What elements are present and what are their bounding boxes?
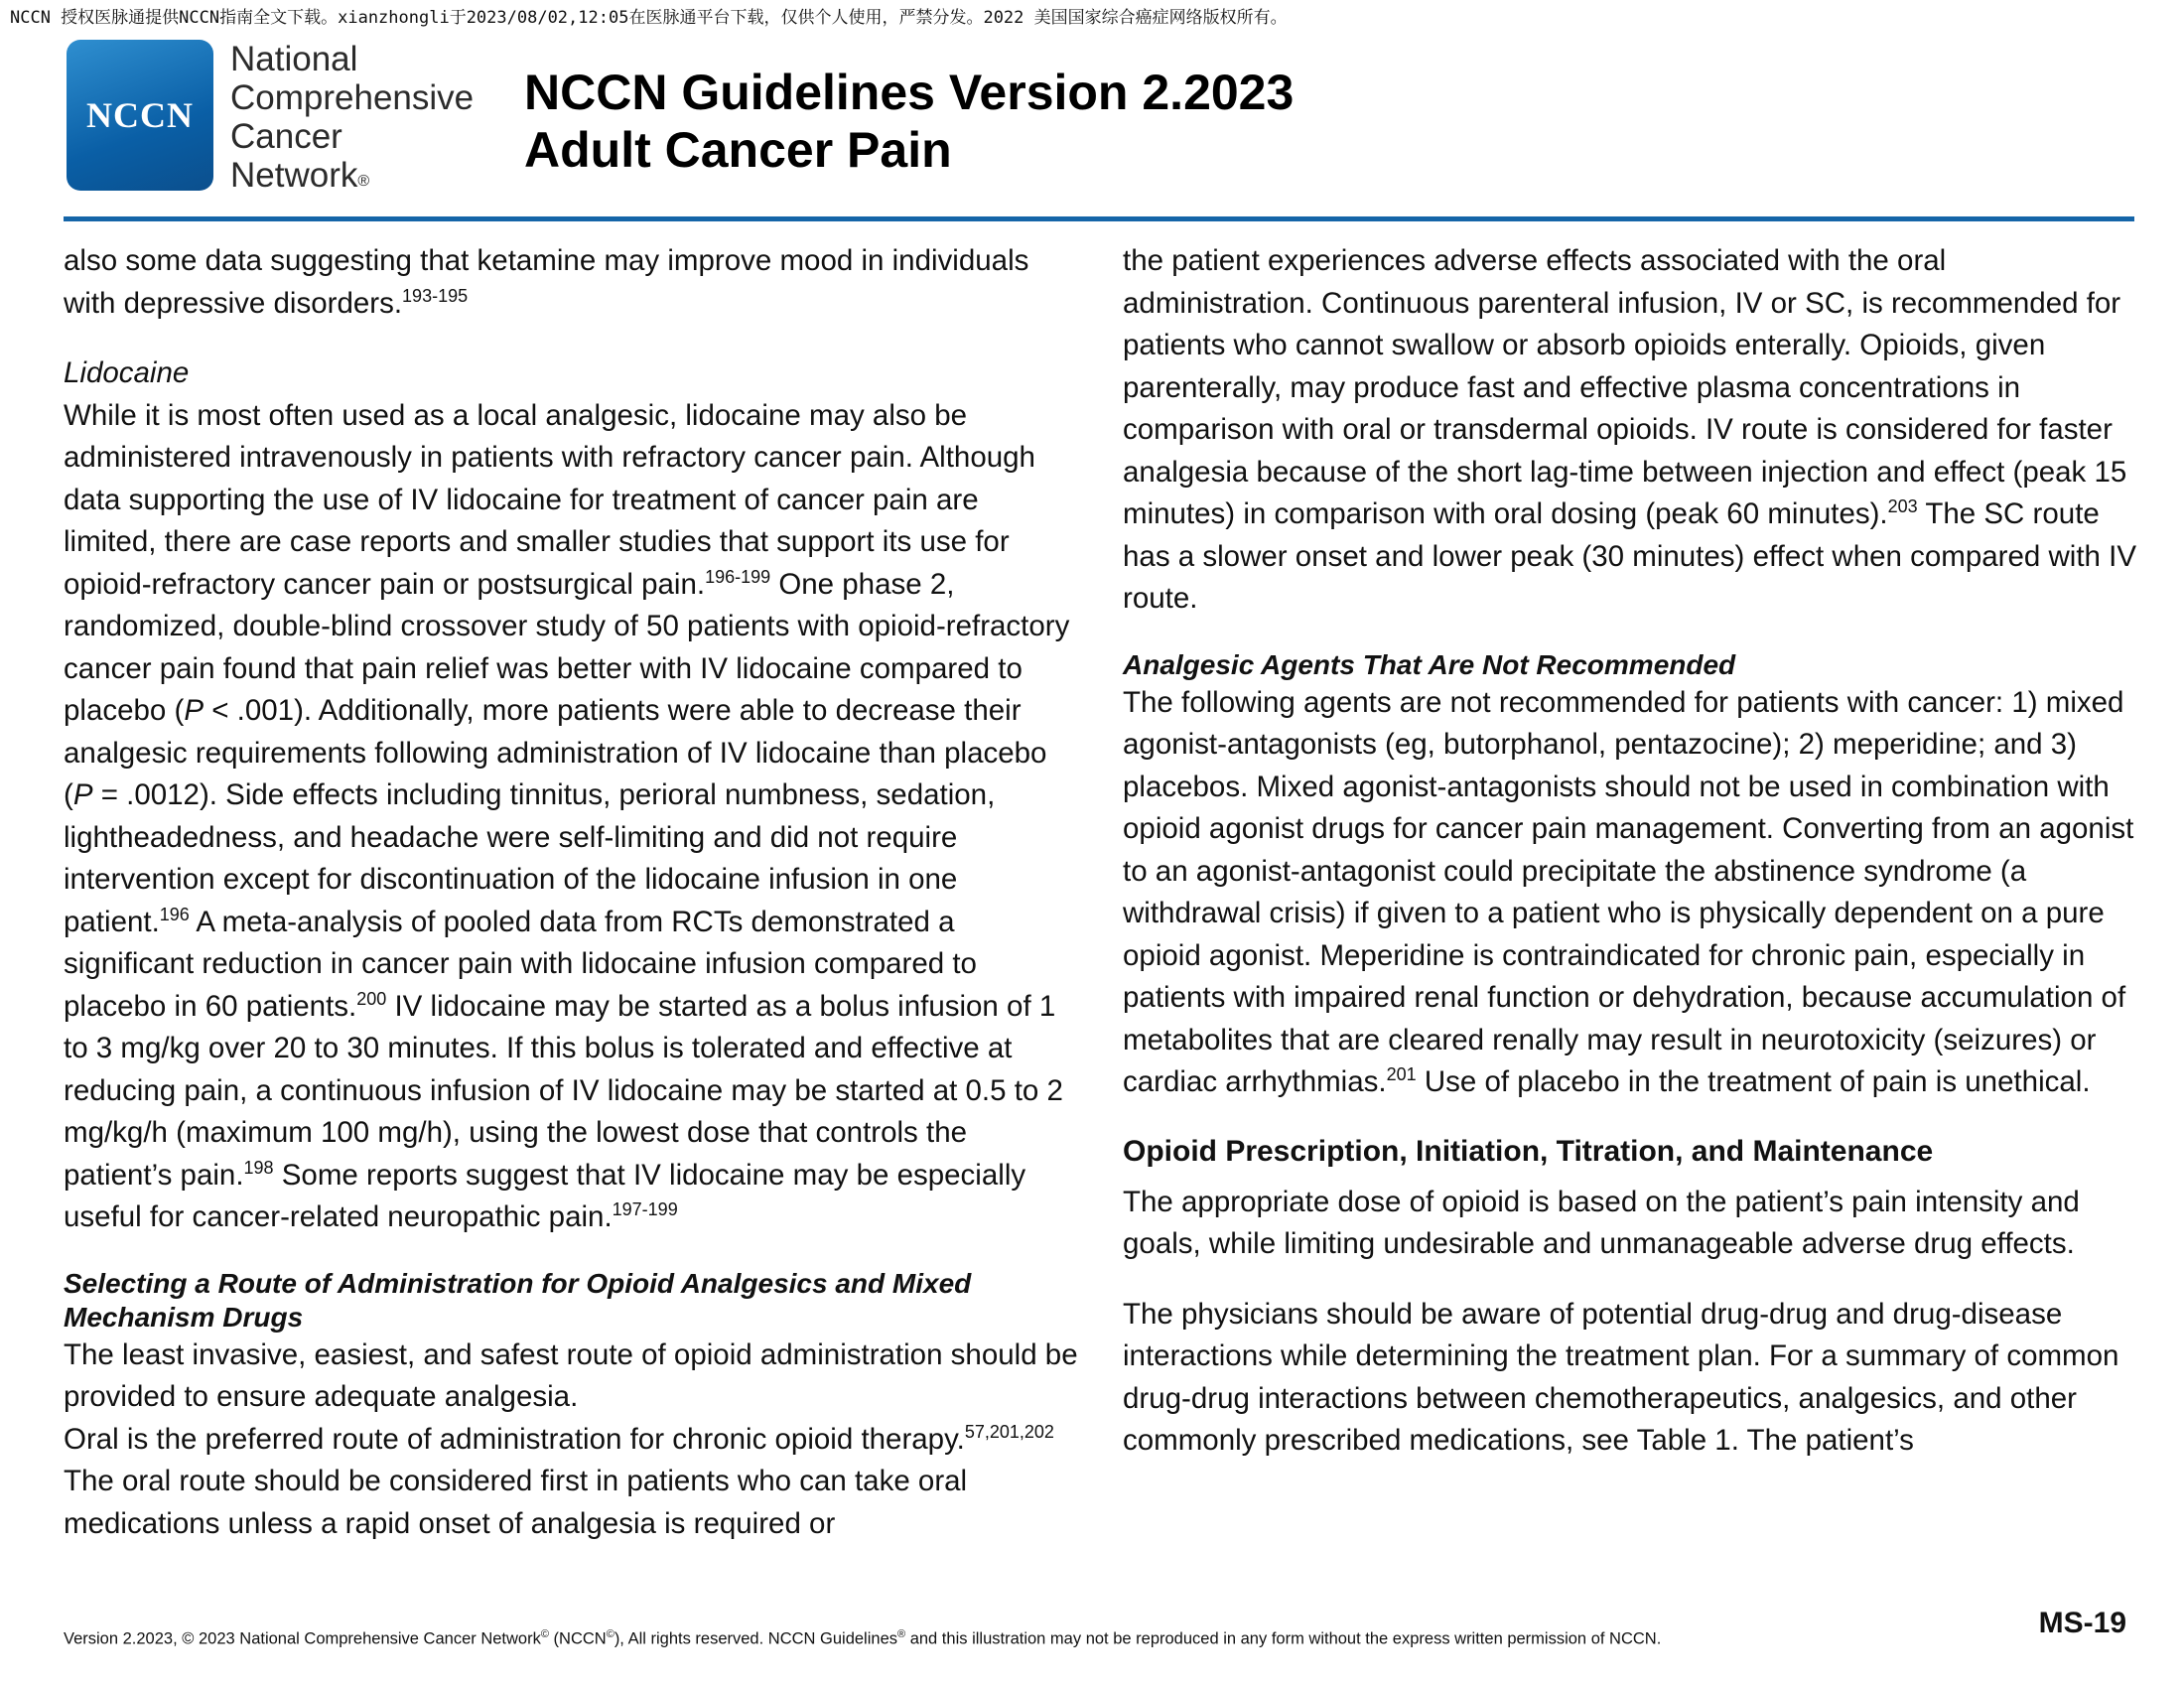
text-run: The following agents are not recommended for patients with cancer: 1) mixed agonist-antagonists (eg, butorphanol, pentazocine); 2) meperidine; and 3) placebos. Mixed agonist-antagonists should not be used in combination with opioid agonist drugs for cancer pain management. Converting from an agonist to an agonist-antagonist could precipitate the abstinence syndrome (a withdrawal crisis) if given to a patient who is physically dependent on a pure opioid agonist. Meperidine is contraindicated for chronic pain, especially in patients with impaired renal function or dehydration, because accumulation of metabolites that are cleared renally may result in neurotoxicity (seizures) or cardiac arrhythmias.	[1123, 685, 2134, 1098]
citation: 196-199	[705, 566, 771, 587]
text-run: A meta-analysis of pooled data from RCTs demonstrated a significant reduction in cancer pain with lidocaine infusion compared to placebo in 60 patients.	[64, 905, 977, 1023]
p-value-symbol: P	[184, 694, 205, 727]
footer-text: ), All rights reserved. NCCN Guidelines	[614, 1629, 897, 1648]
title-line-1: NCCN Guidelines Version 2.2023	[524, 65, 1295, 120]
footer-text: Version 2.2023, © 2023 National Comprehensive Cancer Network	[64, 1629, 541, 1648]
text-run: IV lidocaine may be started as a bolus infusion of 1 to 3 mg/kg over 20 to 30 minutes. If this bolus is tolerated and effective at reducing pain, a continuous infusion of IV lidocaine may be started at 0.5 to 2 mg/kg/h (maximum 100 mg/h), using the lowest dose that controls the patient’s pain.	[64, 989, 1063, 1192]
drug-interaction-paragraph: The physicians should be aware of potential drug-drug and drug-disease interactions while determining the treatment plan. For a summary of common drug-drug interactions between chemotherapeutics, analgesics, and other commonly prescribed medications, see Table 1. The patient’s	[1123, 1297, 2119, 1457]
text-run: Some reports suggest that IV lidocaine may be especially useful for cancer-related neuropathic pain.	[64, 1158, 1026, 1233]
footer-text: (NCCN	[548, 1629, 607, 1648]
text-run: < .001). Additionally, more patients were able to decrease their analgesic requirements following administration of IV lidocaine than placebo (	[64, 694, 1047, 811]
citation: 201	[1386, 1064, 1417, 1085]
download-watermark: NCCN 授权医脉通提供NCCN指南全文下载。xianzhongli于2023/08/02,12:05在医脉通平台下载，仅供个人使用，严禁分发。2022 美国国家综合癌症网络版权所有。	[10, 8, 1288, 28]
org-line-3: Cancer	[230, 117, 342, 156]
org-line-1: National	[230, 40, 358, 78]
right-column	[1123, 240, 2137, 1463]
logo-text: NCCN	[86, 95, 194, 135]
text-run: Use of placebo in the treatment of pain is unethical.	[1416, 1065, 2091, 1098]
registered-mark: ®	[357, 173, 370, 190]
document-title	[524, 64, 1294, 179]
text-run: While it is most often used as a local analgesic, lidocaine may also be administered intravenously in patients with refractory cancer pain. Although data supporting the use of IV lidocaine for treatment of cancer pain are limited, there are case reports and smaller studies that support its use for opioid-refractory cancer pain or postsurgical pain.	[64, 398, 1035, 601]
footer-mark: ©	[540, 1628, 549, 1640]
citation: 196	[159, 904, 190, 924]
nccn-logo	[67, 40, 213, 191]
left-column	[64, 240, 1078, 1545]
text-run: also some data suggesting that ketamine may improve mood in individuals with depressive disorders.	[64, 244, 1029, 320]
citation: 203	[1887, 496, 1918, 517]
citation: 57,201,202	[964, 1421, 1054, 1442]
header-divider	[64, 216, 2134, 221]
text-run: Oral is the preferred route of administration for chronic opioid therapy.	[64, 1422, 965, 1456]
ketamine-paragraph-end	[64, 240, 1078, 325]
route-paragraph-2	[64, 1419, 1078, 1546]
citation: 193-195	[402, 285, 469, 306]
lidocaine-heading: Lidocaine	[64, 356, 190, 389]
citation: 200	[356, 988, 387, 1009]
text-run: One phase 2, randomized, double-blind crossover study of 50 patients with opioid-refractory cancer pain found that pain relief was better with IV lidocaine compared to placebo (	[64, 567, 1070, 727]
organization-name	[230, 40, 474, 195]
footer-text: and this illustration may not be reproduced in any form without the express written permission of NCCN.	[905, 1629, 1662, 1648]
text-run: = .0012). Side effects including tinnitus, perioral numbness, sedation, lightheadedness, and headache were self-limiting and did not require intervention except for discontinuation of the lidocaine infusion in one patient.	[64, 778, 996, 938]
lidocaine-paragraph	[64, 395, 1078, 1239]
citation: 198	[243, 1157, 274, 1178]
not-recommended-heading: Analgesic Agents That Are Not Recommended	[1123, 648, 1736, 680]
opioid-prescription-heading: Opioid Prescription, Initiation, Titration, and Maintenance	[1123, 1134, 1934, 1168]
route-heading: Selecting a Route of Administration for Opioid Analgesics and Mixed Mechanism Drugs	[64, 1267, 972, 1333]
text-run: The oral route should be considered first in patients who can take oral medications unless a rapid onset of analgesia is required or	[64, 1465, 968, 1540]
page-number: MS-19	[2038, 1607, 2126, 1639]
citation: 197-199	[612, 1199, 678, 1220]
opioid-dose-paragraph: The appropriate dose of opioid is based on the patient’s pain intensity and goals, while limiting undesirable and unmanageable adverse drug effects.	[1123, 1185, 2080, 1260]
not-recommended-paragraph	[1123, 682, 2137, 1104]
text-run: the patient experiences adverse effects associated with the oral administration. Continuous parenteral infusion, IV or SC, is recommended for patients who cannot swallow or absorb opioids enterally. Opioids, given parenterally, may produce fast and effective plasma concentrations in comparison with oral or transdermal opioids. IV route is considered for faster analgesia because of the short lag-time between injection and effect (peak 15 minutes) in comparison with oral dosing (peak 60 minutes).	[1123, 244, 2127, 530]
footer-mark: ©	[606, 1628, 614, 1640]
org-line-2: Comprehensive	[230, 78, 475, 117]
org-line-4-text: Network	[230, 156, 358, 195]
copyright-footer	[64, 1628, 1661, 1649]
route-paragraph-continued	[1123, 240, 2137, 621]
org-line-4	[230, 156, 474, 195]
footer-mark: ®	[897, 1628, 906, 1640]
text-run: The SC route has a slower onset and lower peak (30 minutes) effect when compared with IV route.	[1123, 497, 2137, 615]
title-line-2: Adult Cancer Pain	[524, 122, 952, 178]
p-value-symbol: P	[72, 778, 93, 811]
route-paragraph-1: The least invasive, easiest, and safest route of opioid administration should be provided to ensure adequate analgesia.	[64, 1337, 1078, 1413]
